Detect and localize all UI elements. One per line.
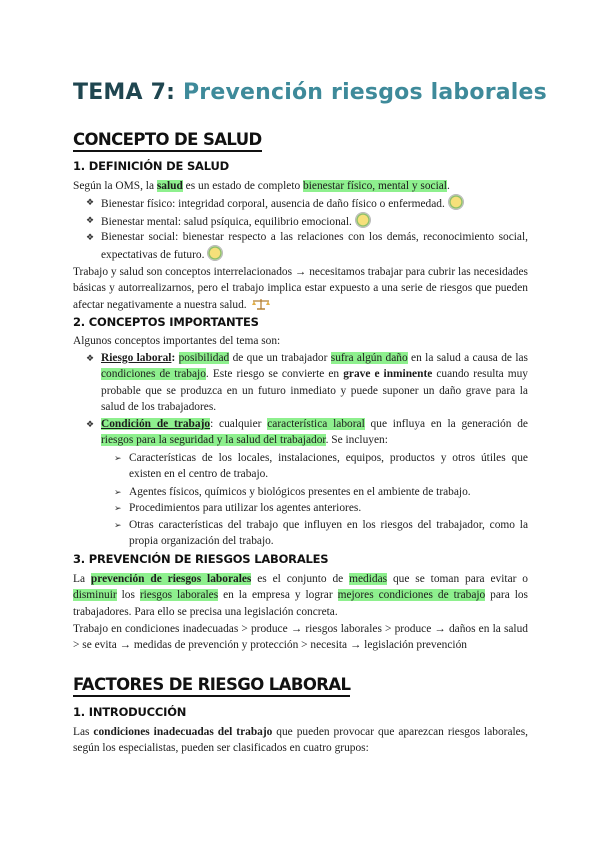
arrow-bullet-icon: ➢	[114, 503, 122, 513]
scale-icon	[251, 298, 271, 310]
subheading-definicion: 1. DEFINICIÓN DE SALUD	[73, 159, 229, 173]
paragraph-introduccion: Las condiciones inadecuadas del trabajo que pueden provocar que aparezcan riesgos laborales, según los especialistas, pueden ser clasificados en cuatro grupos:	[73, 726, 529, 755]
subheading-introduccion: 1. INTRODUCCIÓN	[73, 705, 187, 719]
paragraph-oms: Según la OMS, la salud es un estado de completo bienestar físico, mental y social.	[73, 180, 450, 192]
arrow-bullet-icon: ➢	[114, 453, 122, 463]
diamond-bullet-icon: ❖	[86, 232, 95, 242]
title-tema: TEMA 7:	[73, 80, 176, 105]
paragraph-cadena-causal: Trabajo en condiciones inadecuadas > produce → riesgos laborales > produce → daños en la salud > se evita → medidas de prevención y protección > necesita → legislación prevención	[73, 623, 528, 652]
paragraph-intro-conceptos: Algunos conceptos importantes del tema son:	[73, 335, 281, 347]
diamond-bullet-icon: ❖	[86, 353, 95, 363]
smiley-icon	[355, 212, 371, 228]
diamond-bullet-icon: ❖	[86, 419, 95, 429]
list-item-bienestar-mental: ❖ Bienestar mental: salud psíquica, equilibrio emocional.	[101, 212, 528, 230]
list-item-bienestar-social: ❖ Bienestar social: bienestar respecto a las relaciones con los demás, reconocimiento social, expectativas de futuro.	[86, 231, 528, 262]
smiley-icon	[448, 194, 464, 210]
list-item-condicion-trabajo: ❖ Condición de trabajo: cualquier característica laboral que influya en la generación de riesgos para la seguridad y la salud del trabajador. Se incluyen:	[86, 418, 528, 447]
list-item-riesgo-laboral: ❖ Riesgo laboral: posibilidad de que un trabajador sufra algún daño en la salud a causa de las condiciones de trabajo. Este riesgo se convierte en grave e inminente cuando resulta muy probable que se produzca en un futuro inmediato y puede suponer un daño grave para la salud de los trabajadores.	[86, 352, 528, 414]
arrow-bullet-icon: ➢	[114, 487, 122, 497]
title-topic: Prevención riesgos laborales	[182, 80, 547, 105]
list-item-bienestar-fisico: ❖ Bienestar físico: integridad corporal, ausencia de daño físico o enfermedad.	[101, 194, 528, 212]
smiley-icon	[207, 245, 223, 261]
paragraph-trabajo-salud: Trabajo y salud son conceptos interrelacionados → necesitamos trabajar para cubrir las necesidades básicas y autorrealizarnos, pero el trabajo implica estar expuesto a una serie de riesgos que pueden afectar negativamente a nuestra salud.	[73, 266, 528, 311]
sub-item-otras: ➢ Otras características del trabajo que influyen en los riesgos del trabajador, como la propia organización del trabajo.	[114, 519, 528, 548]
sub-item-agentes: ➢ Agentes físicos, químicos y biológicos presentes en el ambiente de trabajo.	[129, 484, 528, 500]
section-heading-factores: FACTORES DE RIESGO LABORAL	[73, 675, 350, 697]
arrow-bullet-icon: ➢	[114, 520, 122, 530]
paragraph-prevencion: La prevención de riesgos laborales es el conjunto de medidas que se toman para evitar o disminuir los riesgos laborales en la empresa y lograr mejores condiciones de trabajo para los trabajadores. Para ello se precisa una legislación concreta.	[73, 573, 529, 618]
document-title	[73, 80, 547, 106]
diamond-bullet-icon: ❖	[86, 215, 95, 225]
section-heading-concepto-salud: CONCEPTO DE SALUD	[73, 130, 262, 152]
sub-item-procedimientos: ➢ Procedimientos para utilizar los agentes anteriores.	[129, 500, 528, 516]
diamond-bullet-icon: ❖	[86, 197, 95, 207]
subheading-prevencion: 3. PREVENCIÓN DE RIESGOS LABORALES	[73, 552, 329, 566]
sub-item-locales: ➢ Características de los locales, instalaciones, equipos, productos y otros útiles que existen en el centro de trabajo.	[114, 452, 528, 481]
subheading-conceptos: 2. CONCEPTOS IMPORTANTES	[73, 315, 259, 329]
